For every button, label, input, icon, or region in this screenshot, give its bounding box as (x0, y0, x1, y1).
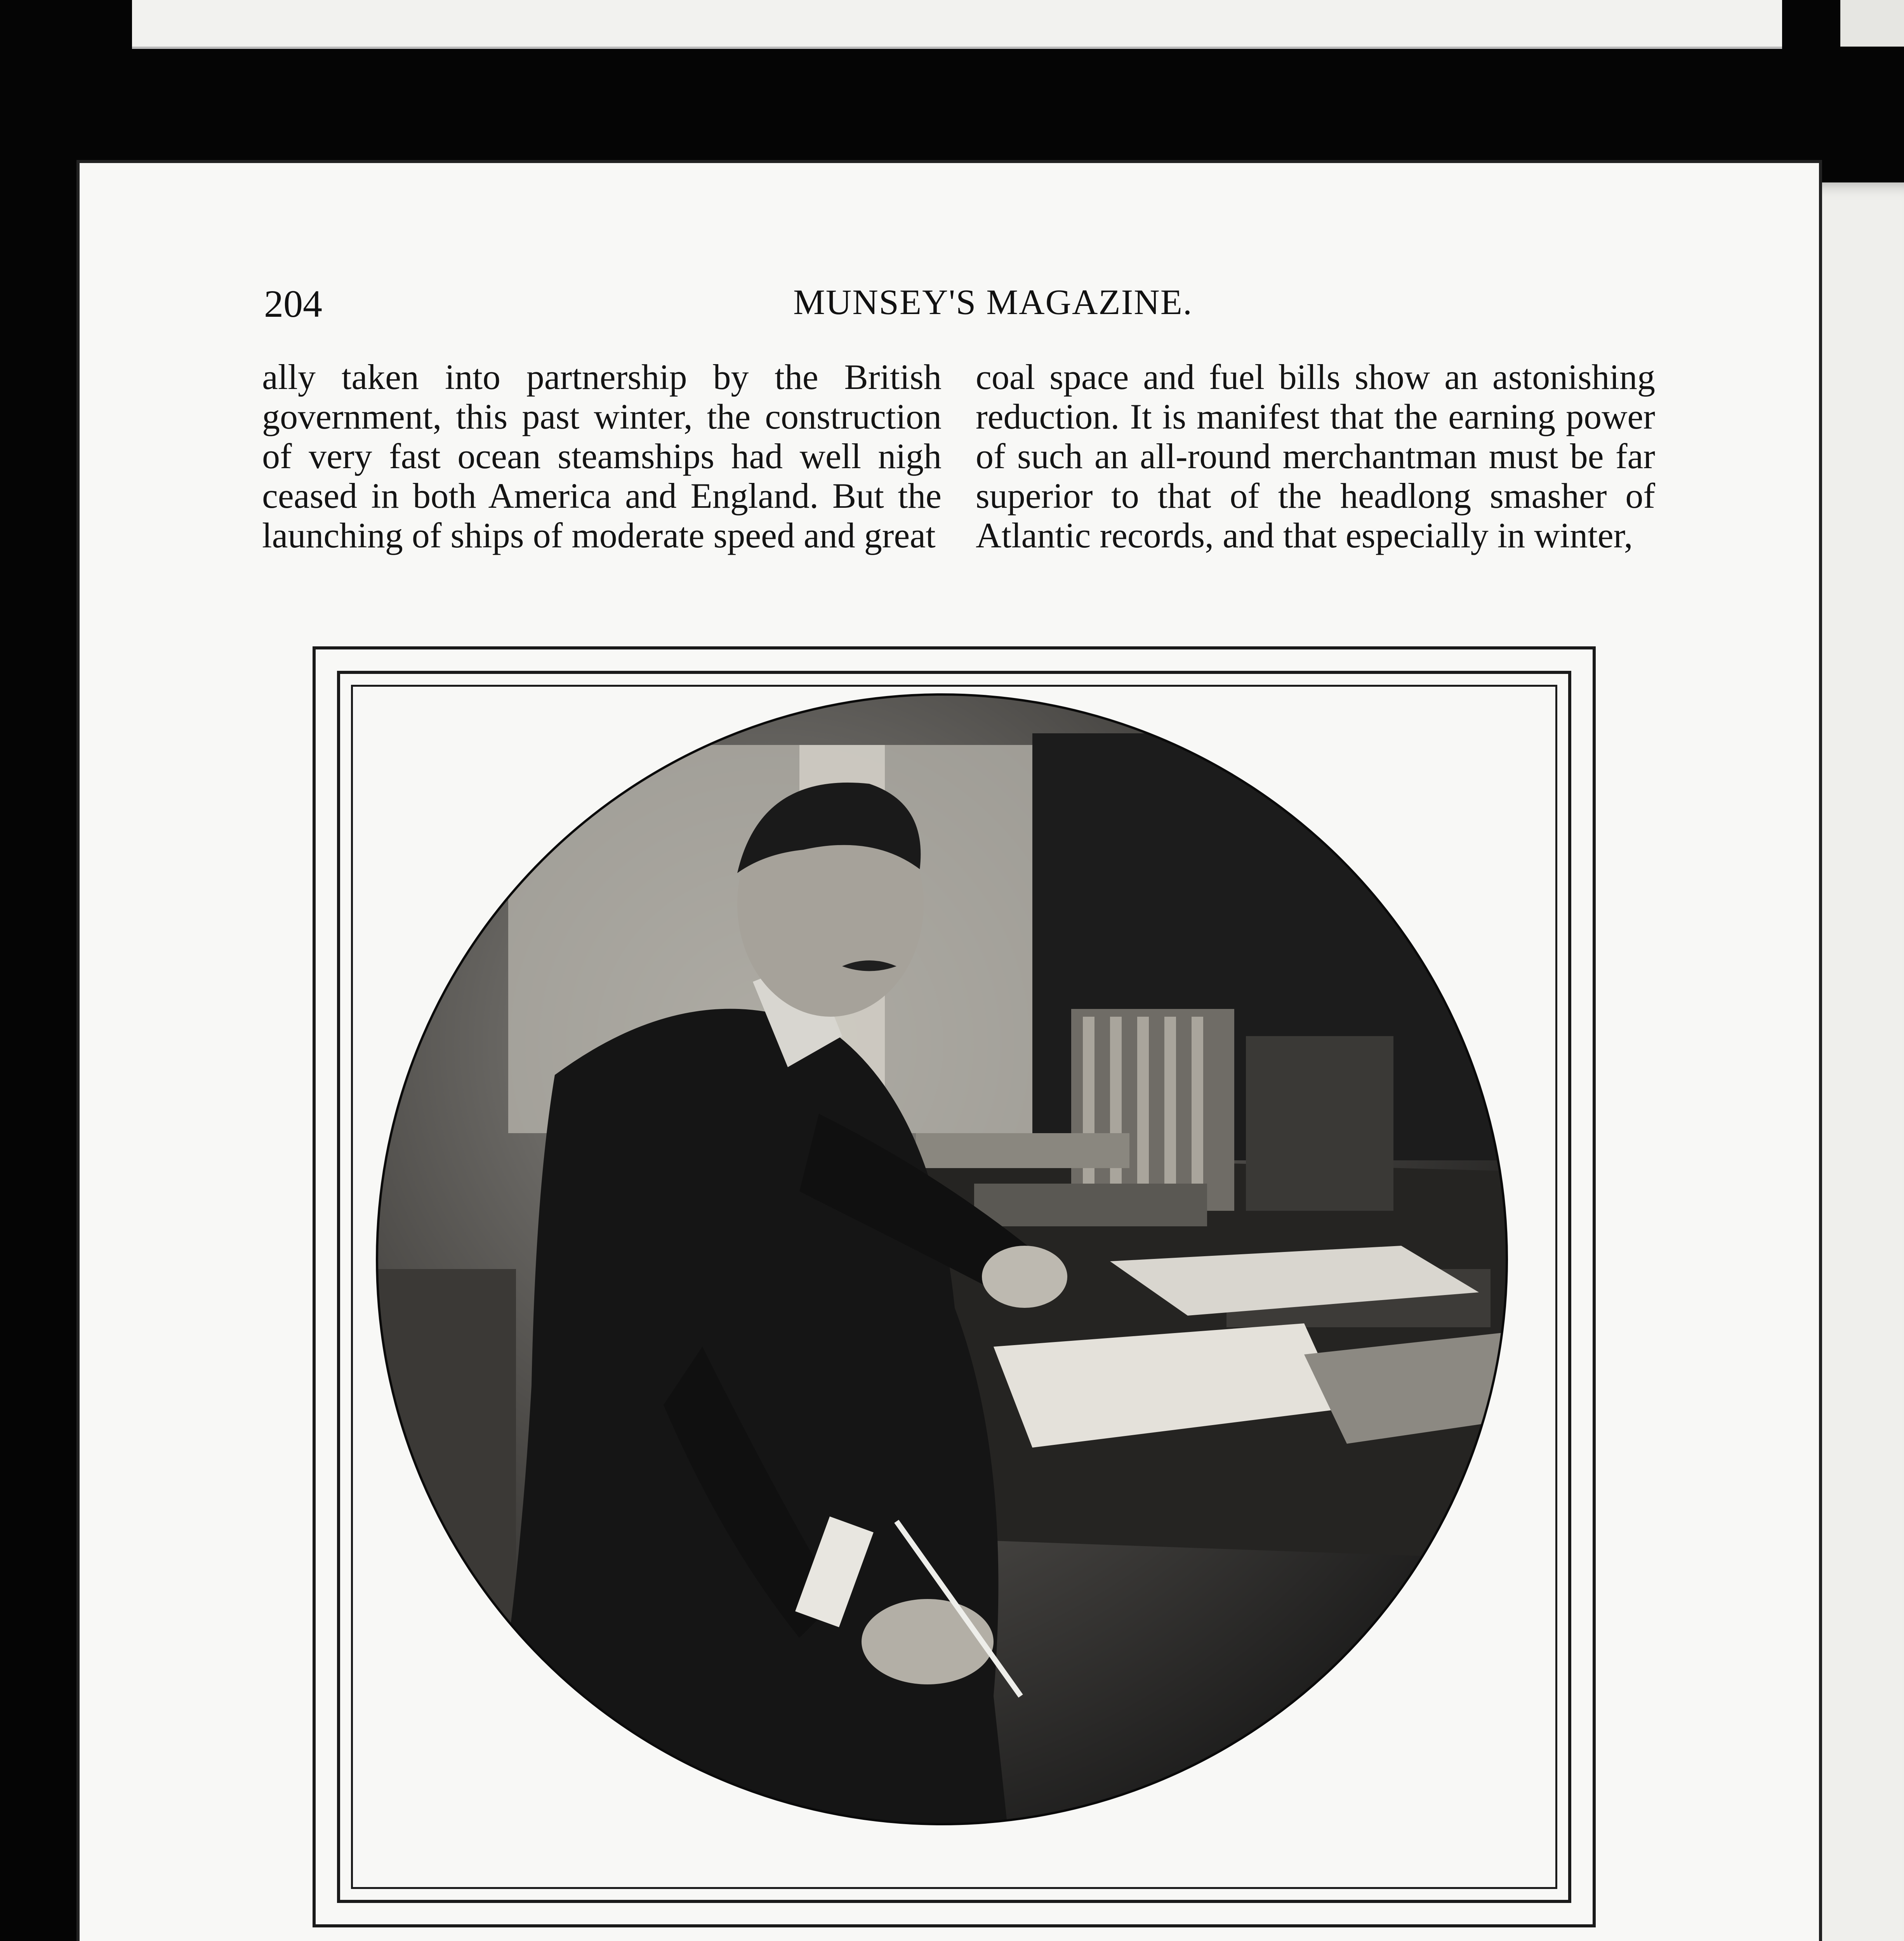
photo-frame (313, 646, 1596, 1927)
page-header (264, 281, 1722, 328)
photo-frame-inner-border (351, 685, 1557, 1889)
adjacent-page-top (132, 0, 1782, 49)
photo-frame-border (337, 671, 1571, 1903)
page-number: 204 (264, 282, 322, 325)
paragraph: coal space and fuel bills show an astonishing reduction. It is manifest that the earning power of such an all-round merchantman must be far superior to that of the headlong smasher of Atlantic records, and that especially in winter, (976, 357, 1655, 555)
adjacent-page-top-right (1840, 0, 1904, 47)
column-top-left (262, 357, 942, 555)
running-head: MUNSEY'S MAGAZINE. (793, 282, 1193, 322)
column-top-right (976, 357, 1655, 555)
portrait-photograph (353, 687, 1544, 1878)
magazine-page (80, 163, 1819, 1941)
paragraph: ally taken into partnership by the British government, this past winter, the construction of very fast ocean steamships had well nigh ceased in both America and England. But the launching of ships of moderate speed and great (262, 357, 942, 555)
